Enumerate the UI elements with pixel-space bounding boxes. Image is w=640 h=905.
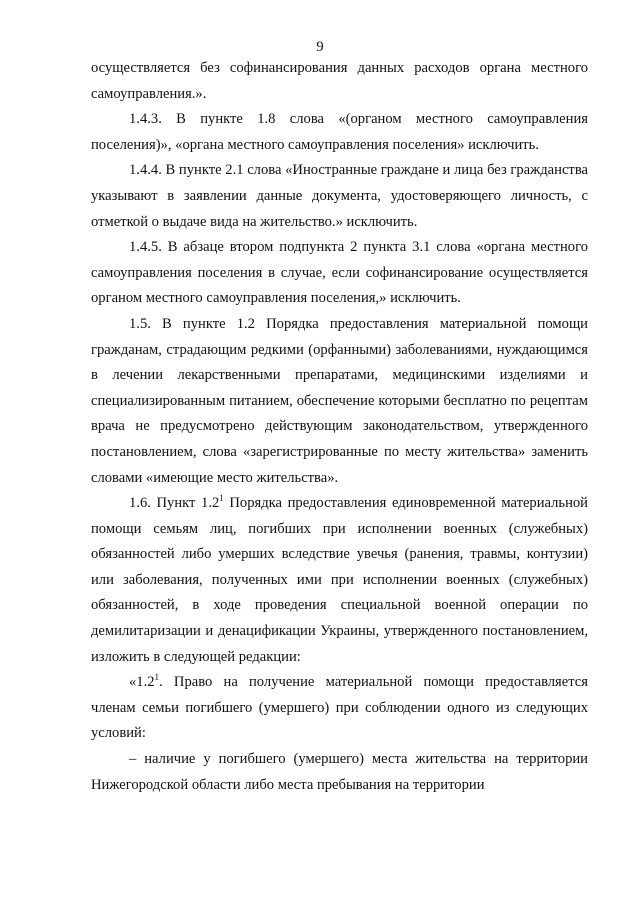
- paragraph-condition-residence: – наличие у погибшего (умершего) места жительства на территории Нижегородской области либо места пребывания на территории: [91, 751, 588, 793]
- paragraph-new-1-2-1-lead: «1.2: [129, 674, 155, 691]
- superscript-index: 1: [154, 672, 160, 683]
- paragraph-1-5: 1.5. В пункте 1.2 Порядка предоставления материальной помощи гражданам, страдающим редкими (орфанными) заболеваниями, нуждающимся в лечении лекарственными препаратами, медицинскими изделиями и специализированным питанием, обеспечение которыми бесплатно по рецептам врача не предусмотрено действующим законодательством, утвержденного постановлением, слова «зарегистрированные по месту жительства» заменить словами «имеющие место жительства».: [91, 315, 588, 486]
- paragraph-new-1-2-1: [91, 670, 588, 747]
- page-number: 9: [316, 39, 324, 55]
- paragraph-1-6: [91, 491, 588, 670]
- paragraph-1-4-3: 1.4.3. В пункте 1.8 слова «(органом местного самоуправления поселения)», «органа местного самоуправления поселения» исключить.: [91, 111, 588, 153]
- superscript-index: 1: [219, 493, 224, 504]
- paragraph-1-6-rest: Порядка предоставления единовременной материальной помощи семьям лиц, погибших при исполнении военных (служебных) обязанностей либо умерших вследствие увечья (ранения, травмы, контузии) или заболевания, полученных ими при исполнении военных (служебных) обязанностей, в ходе проведения специальной военной операции по демилитаризации и денацификации Украины, утвержденного постановлением, изложить в следующей редакции:: [91, 495, 588, 665]
- paragraph-1-6-lead: 1.6. Пункт 1.2: [129, 495, 220, 512]
- document-body: [91, 56, 588, 798]
- paragraph-1-4-4: 1.4.4. В пункте 2.1 слова «Иностранные граждане и лица без гражданства указывают в заявлении данные документа, удостоверяющего личность, с отметкой о выдаче вида на жительство.» исключить.: [91, 162, 588, 230]
- paragraph-continuation: осуществляется без софинансирования данных расходов органа местного самоуправления.».: [91, 60, 588, 102]
- paragraph-new-1-2-1-rest: . Право на получение материальной помощи предоставляется членам семьи погибшего (умершего) при соблюдении одного из следующих условий:: [91, 674, 588, 742]
- paragraph-1-4-5: 1.4.5. В абзаце втором подпункта 2 пункта 3.1 слова «органа местного самоуправления поселения в случае, если софинансирование осуществляется органом местного самоуправления поселения,» исключить.: [91, 239, 588, 307]
